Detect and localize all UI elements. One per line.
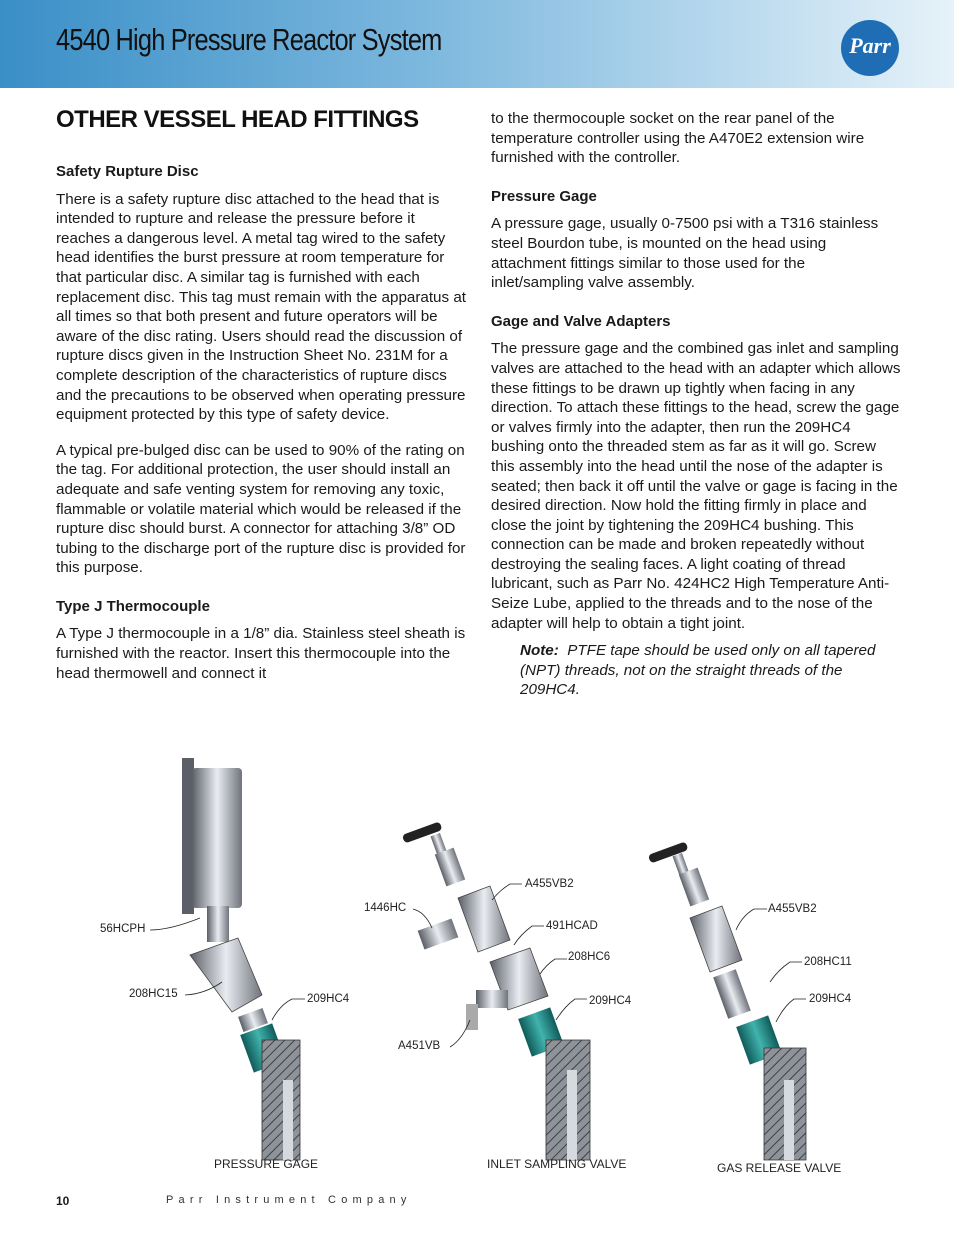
page-number: 10 <box>56 1194 70 1208</box>
inlet-valve-assembly <box>402 821 590 1160</box>
label-inlet-a455vb2: A455VB2 <box>525 878 574 890</box>
label-491hcad: 491HCAD <box>546 920 598 932</box>
label-inlet-209hc4: 209HC4 <box>589 995 632 1007</box>
heading-pressure-gage: Pressure Gage <box>491 187 597 205</box>
heading-safety-rupture-disc: Safety Rupture Disc <box>56 163 199 180</box>
note-text: PTFE tape should be used only on all tapered (NPT) threads, not on the straight threads of the 209HC4. <box>520 642 876 699</box>
label-56hcph: 56HCPH <box>100 923 146 935</box>
note <box>491 641 901 700</box>
heading-adapters: Gage and Valve Adapters <box>491 312 671 330</box>
fittings-illustration <box>0 750 954 1190</box>
label-208hc15: 208HC15 <box>129 988 178 1000</box>
paragraph-thermocouple: A Type J thermocouple in a 1/8” dia. Stainless steel sheath is furnished with the reactor. Insert this thermocouple into the head thermowell and connect it <box>56 625 466 682</box>
fittings-figure <box>0 750 954 1190</box>
page-title: 4540 High Pressure Reactor System <box>56 22 442 57</box>
label-release-209hc4: 209HC4 <box>809 993 852 1005</box>
label-release-a455vb2: A455VB2 <box>768 903 817 915</box>
pressure-gage-assembly <box>182 758 300 1160</box>
paragraph-rupture-2: A typical pre-bulged disc can be used to 90% of the rating on the tag. For additional protection, the user should install an adequate and safe venting system for removing any toxic, flammable or volatile material which would be released if the rupture disc should burst. A connector for attaching 3/8” OD tubing to the discharge port of the rupture disc is provided for this purpose. <box>56 441 466 577</box>
footer-company: Parr Instrument Company <box>166 1194 412 1206</box>
page-header <box>0 0 954 88</box>
right-column <box>491 109 901 700</box>
paragraph-pressure-gage: A pressure gage, usually 0-7500 psi with a T316 stainless steel Bourdon tube, is mounted on the head using attachment fittings similar to those used for the inlet/sampling valve assembly. <box>491 215 879 292</box>
section-title: OTHER VESSEL HEAD FITTINGS <box>56 106 419 133</box>
note-label: Note: <box>520 642 559 660</box>
left-column <box>56 162 466 683</box>
label-208hc11: 208HC11 <box>804 956 852 968</box>
caption-inlet-valve: INLET SAMPLING VALVE <box>487 1157 627 1171</box>
parr-logo <box>841 20 899 76</box>
parr-logo-text: Parr <box>849 33 891 58</box>
caption-pressure-gage: PRESSURE GAGE <box>214 1157 319 1171</box>
release-valve-assembly <box>648 841 806 1160</box>
paragraph-thermocouple-cont: to the thermocouple socket on the rear panel of the temperature controller using the A470E2 extension wire furnished with the controller. <box>491 110 865 167</box>
paragraph-rupture-1: There is a safety rupture disc attached to the head that is intended to rupture and release the pressure before it reaches a dangerous level. A metal tag wired to the safety head identifies the burst pressure at room temperature for that particular disc. A similar tag is furnished with each replacement disc. This tag must remain with the apparatus at all times so that both present and future operators will be aware of the disc rating. Users should read the discussion of rupture discs given in the Instruction Sheet No. 231M for a complete description of the characteristics of rupture discs and the precautions to be observed when operating pressure equipment protected by this type of safety device. <box>56 190 466 424</box>
label-gage-209hc4: 209HC4 <box>307 993 350 1005</box>
label-208hc6: 208HC6 <box>568 951 611 963</box>
caption-release-valve: GAS RELEASE VALVE <box>717 1161 842 1175</box>
label-1446hc: 1446HC <box>364 902 407 914</box>
heading-thermocouple: Type J Thermocouple <box>56 597 210 615</box>
label-a451vb: A451VB <box>398 1040 441 1052</box>
paragraph-adapters: The pressure gage and the combined gas inlet and sampling valves are attached to the head with an adapter which allows these fittings to be drawn up tightly when facing in any direction. To attach these fittings to the head, screw the gage or valves firmly into the adapter, then run the 209HC4 bushing onto the threaded stem as far as it will go. Screw this assembly into the head until the nose of the adapter is seated; then back it off until the valve or gage is facing in the desired direction. Now hold the fitting firmly in place and close the joint by tightening the 209HC4 bushing. This connection can be made and broken repeatedly without destroying the sealing faces. A light coating of thread lubricant, such as Parr No. 424HC2 High Temperature Anti-Seize Lube, applied to the threads and to the nose of the adapter will help to obtain a tight joint. <box>491 340 901 632</box>
